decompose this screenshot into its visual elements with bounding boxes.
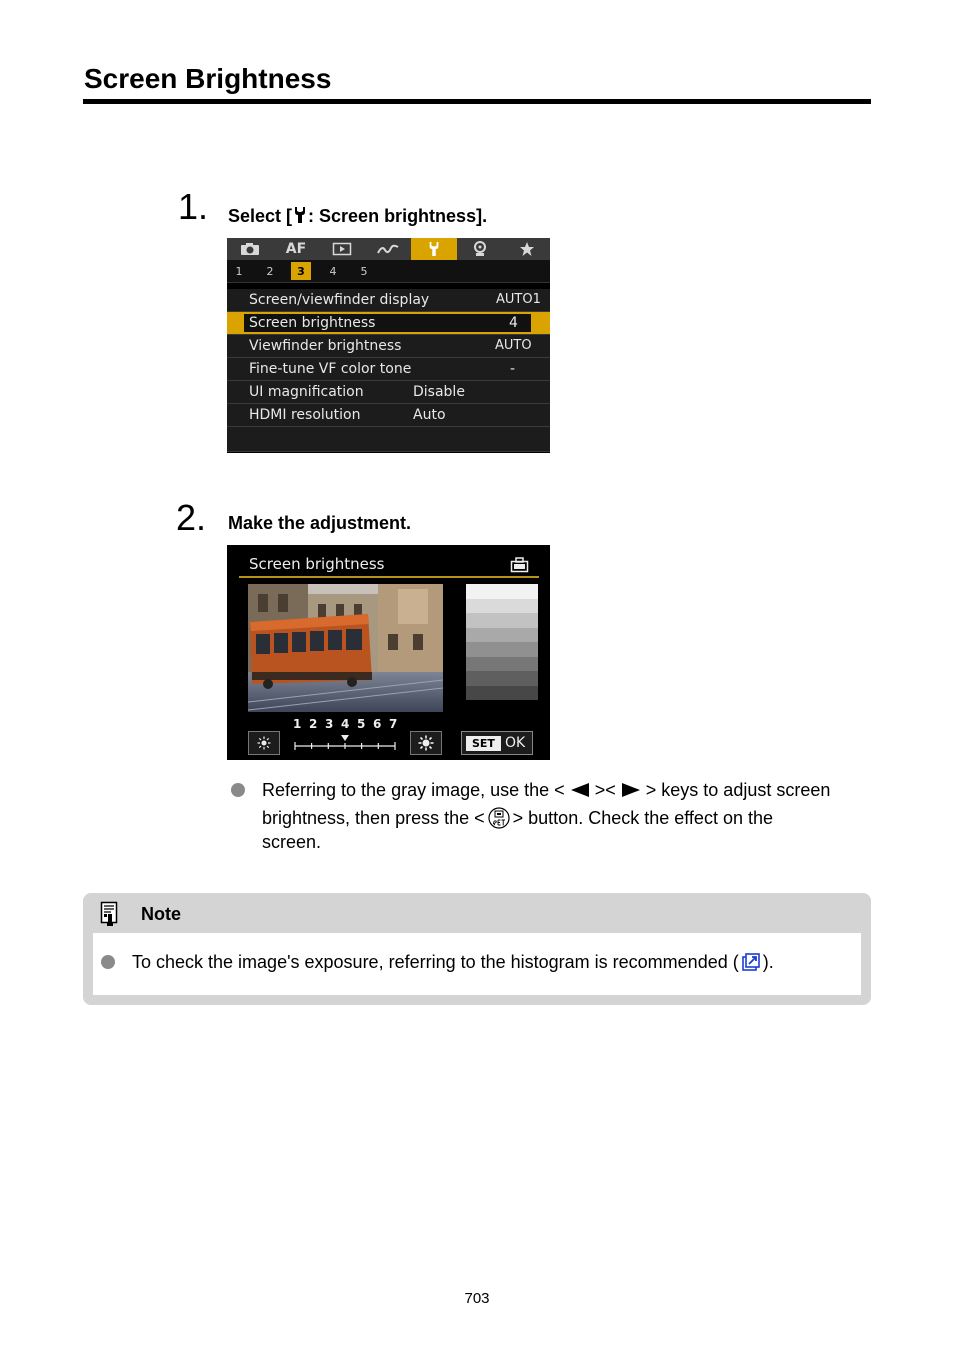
scale-label-4: 4 xyxy=(341,717,350,731)
instruction-line-3: screen. xyxy=(262,832,322,852)
menu-row-value: - xyxy=(510,361,516,377)
gray-step xyxy=(466,613,538,628)
gray-step xyxy=(466,599,538,614)
camera-adjust-screen xyxy=(227,545,550,760)
menu-row-label: Screen/viewfinder display xyxy=(249,292,430,308)
wrench-icon xyxy=(292,206,308,229)
custom-icon[interactable] xyxy=(365,238,411,260)
note-title: Note xyxy=(141,904,181,924)
instruction-text: Referring to the gray image, use the < xyxy=(262,780,565,800)
page-number: 703 xyxy=(464,1290,490,1307)
step-text-1-before: Select [ xyxy=(228,206,293,226)
dim-sun-icon[interactable] xyxy=(248,731,280,755)
scale-label-1: 1 xyxy=(293,717,302,731)
scale-label-6: 6 xyxy=(373,717,382,731)
menu-row-screen-brightness[interactable] xyxy=(227,312,550,335)
gray-scale-chart xyxy=(466,584,538,700)
set-button-icon xyxy=(488,807,510,836)
menu-tab-bar xyxy=(227,238,550,260)
step-number-1: 1. xyxy=(178,186,209,227)
note-content xyxy=(93,933,861,995)
menu-row-value: 4 xyxy=(509,315,518,331)
step-text-1-after: : Screen brightness]. xyxy=(308,206,488,226)
subtab-4[interactable]: 4 xyxy=(329,264,337,278)
subtab-1[interactable]: 1 xyxy=(235,264,243,278)
left-arrow-icon xyxy=(570,779,590,805)
wrench-icon[interactable] xyxy=(411,238,457,260)
instruction-text: > keys to adjust screen xyxy=(645,780,831,800)
bullet xyxy=(231,783,245,797)
shooting-mode-icon xyxy=(510,557,530,577)
gray-step xyxy=(466,671,538,686)
adjust-screen-header-rule xyxy=(239,576,539,578)
menu-subtab-bar xyxy=(227,260,550,283)
instruction-text: >< xyxy=(594,780,616,800)
brightness-slider[interactable] xyxy=(293,733,397,757)
gray-step xyxy=(466,628,538,643)
set-ok-button[interactable] xyxy=(461,731,533,755)
instruction-line-1 xyxy=(262,777,830,805)
instruction-text: brightness, then press the < xyxy=(262,808,485,828)
menu-row-viewfinder-brightness[interactable] xyxy=(227,335,550,358)
gray-step xyxy=(466,642,538,657)
gray-step xyxy=(466,686,538,701)
slider-marker xyxy=(341,735,349,741)
right-arrow-icon xyxy=(621,779,641,805)
gray-step xyxy=(466,584,538,599)
ok-label: OK xyxy=(504,735,526,751)
note-icon xyxy=(100,901,120,932)
menu-row-value: Disable xyxy=(413,384,465,400)
subtab-5[interactable]: 5 xyxy=(360,264,368,278)
scale-label-3: 3 xyxy=(325,717,334,731)
step-number-2: 2. xyxy=(176,497,207,538)
camera-icon[interactable] xyxy=(227,238,273,260)
subtab-3[interactable]: 3 xyxy=(291,262,311,280)
tram-photo xyxy=(248,584,443,712)
menu-row-label: Fine-tune VF color tone xyxy=(249,361,412,377)
scale-label-2: 2 xyxy=(309,717,318,731)
menu-row-empty xyxy=(227,427,550,452)
set-label: SET xyxy=(466,736,501,751)
menu-row-label: Screen brightness xyxy=(249,315,376,331)
gray-step xyxy=(466,657,538,672)
adjust-screen-title: Screen brightness xyxy=(249,555,385,573)
menu-row-screen-viewfinder-display[interactable] xyxy=(227,289,550,312)
scale-label-5: 5 xyxy=(357,717,366,731)
note-text xyxy=(132,949,774,979)
menu-row-value: AUTO1 xyxy=(496,292,541,307)
scale-label-7: 7 xyxy=(389,717,398,731)
menu-row-ui-magnification[interactable] xyxy=(227,381,550,404)
menu-row-label: UI magnification xyxy=(249,384,364,400)
subtab-2[interactable]: 2 xyxy=(266,264,274,278)
menu-row-value: Auto xyxy=(413,407,446,423)
title-rule xyxy=(83,99,871,104)
star-icon[interactable] xyxy=(504,238,550,260)
link-icon[interactable] xyxy=(741,952,761,979)
bullet xyxy=(101,955,115,969)
bright-sun-icon[interactable] xyxy=(410,731,442,755)
menu-row-label: Viewfinder brightness xyxy=(249,338,402,354)
menu-row-fine-tune-vf-color-tone[interactable] xyxy=(227,358,550,381)
cfn-icon[interactable] xyxy=(457,238,503,260)
instruction-text: > button. Check the effect on the xyxy=(512,808,773,828)
menu-row-hdmi-resolution[interactable] xyxy=(227,404,550,427)
camera-menu-screen xyxy=(227,238,550,453)
note-box xyxy=(83,893,871,1005)
note-text-main: To check the image's exposure, referring to the histogram is recommended ( xyxy=(132,952,739,972)
play-icon[interactable] xyxy=(319,238,365,260)
note-text-end: ). xyxy=(762,952,774,972)
page-title: Screen Brightness xyxy=(84,63,332,94)
step-text-2: Make the adjustment. xyxy=(228,513,412,533)
instruction-line-2 xyxy=(262,805,773,836)
menu-row-value: AUTO xyxy=(495,338,532,353)
tab-af[interactable]: AF xyxy=(285,241,307,257)
menu-row-label: HDMI resolution xyxy=(249,407,361,423)
step-text-1 xyxy=(228,205,487,229)
